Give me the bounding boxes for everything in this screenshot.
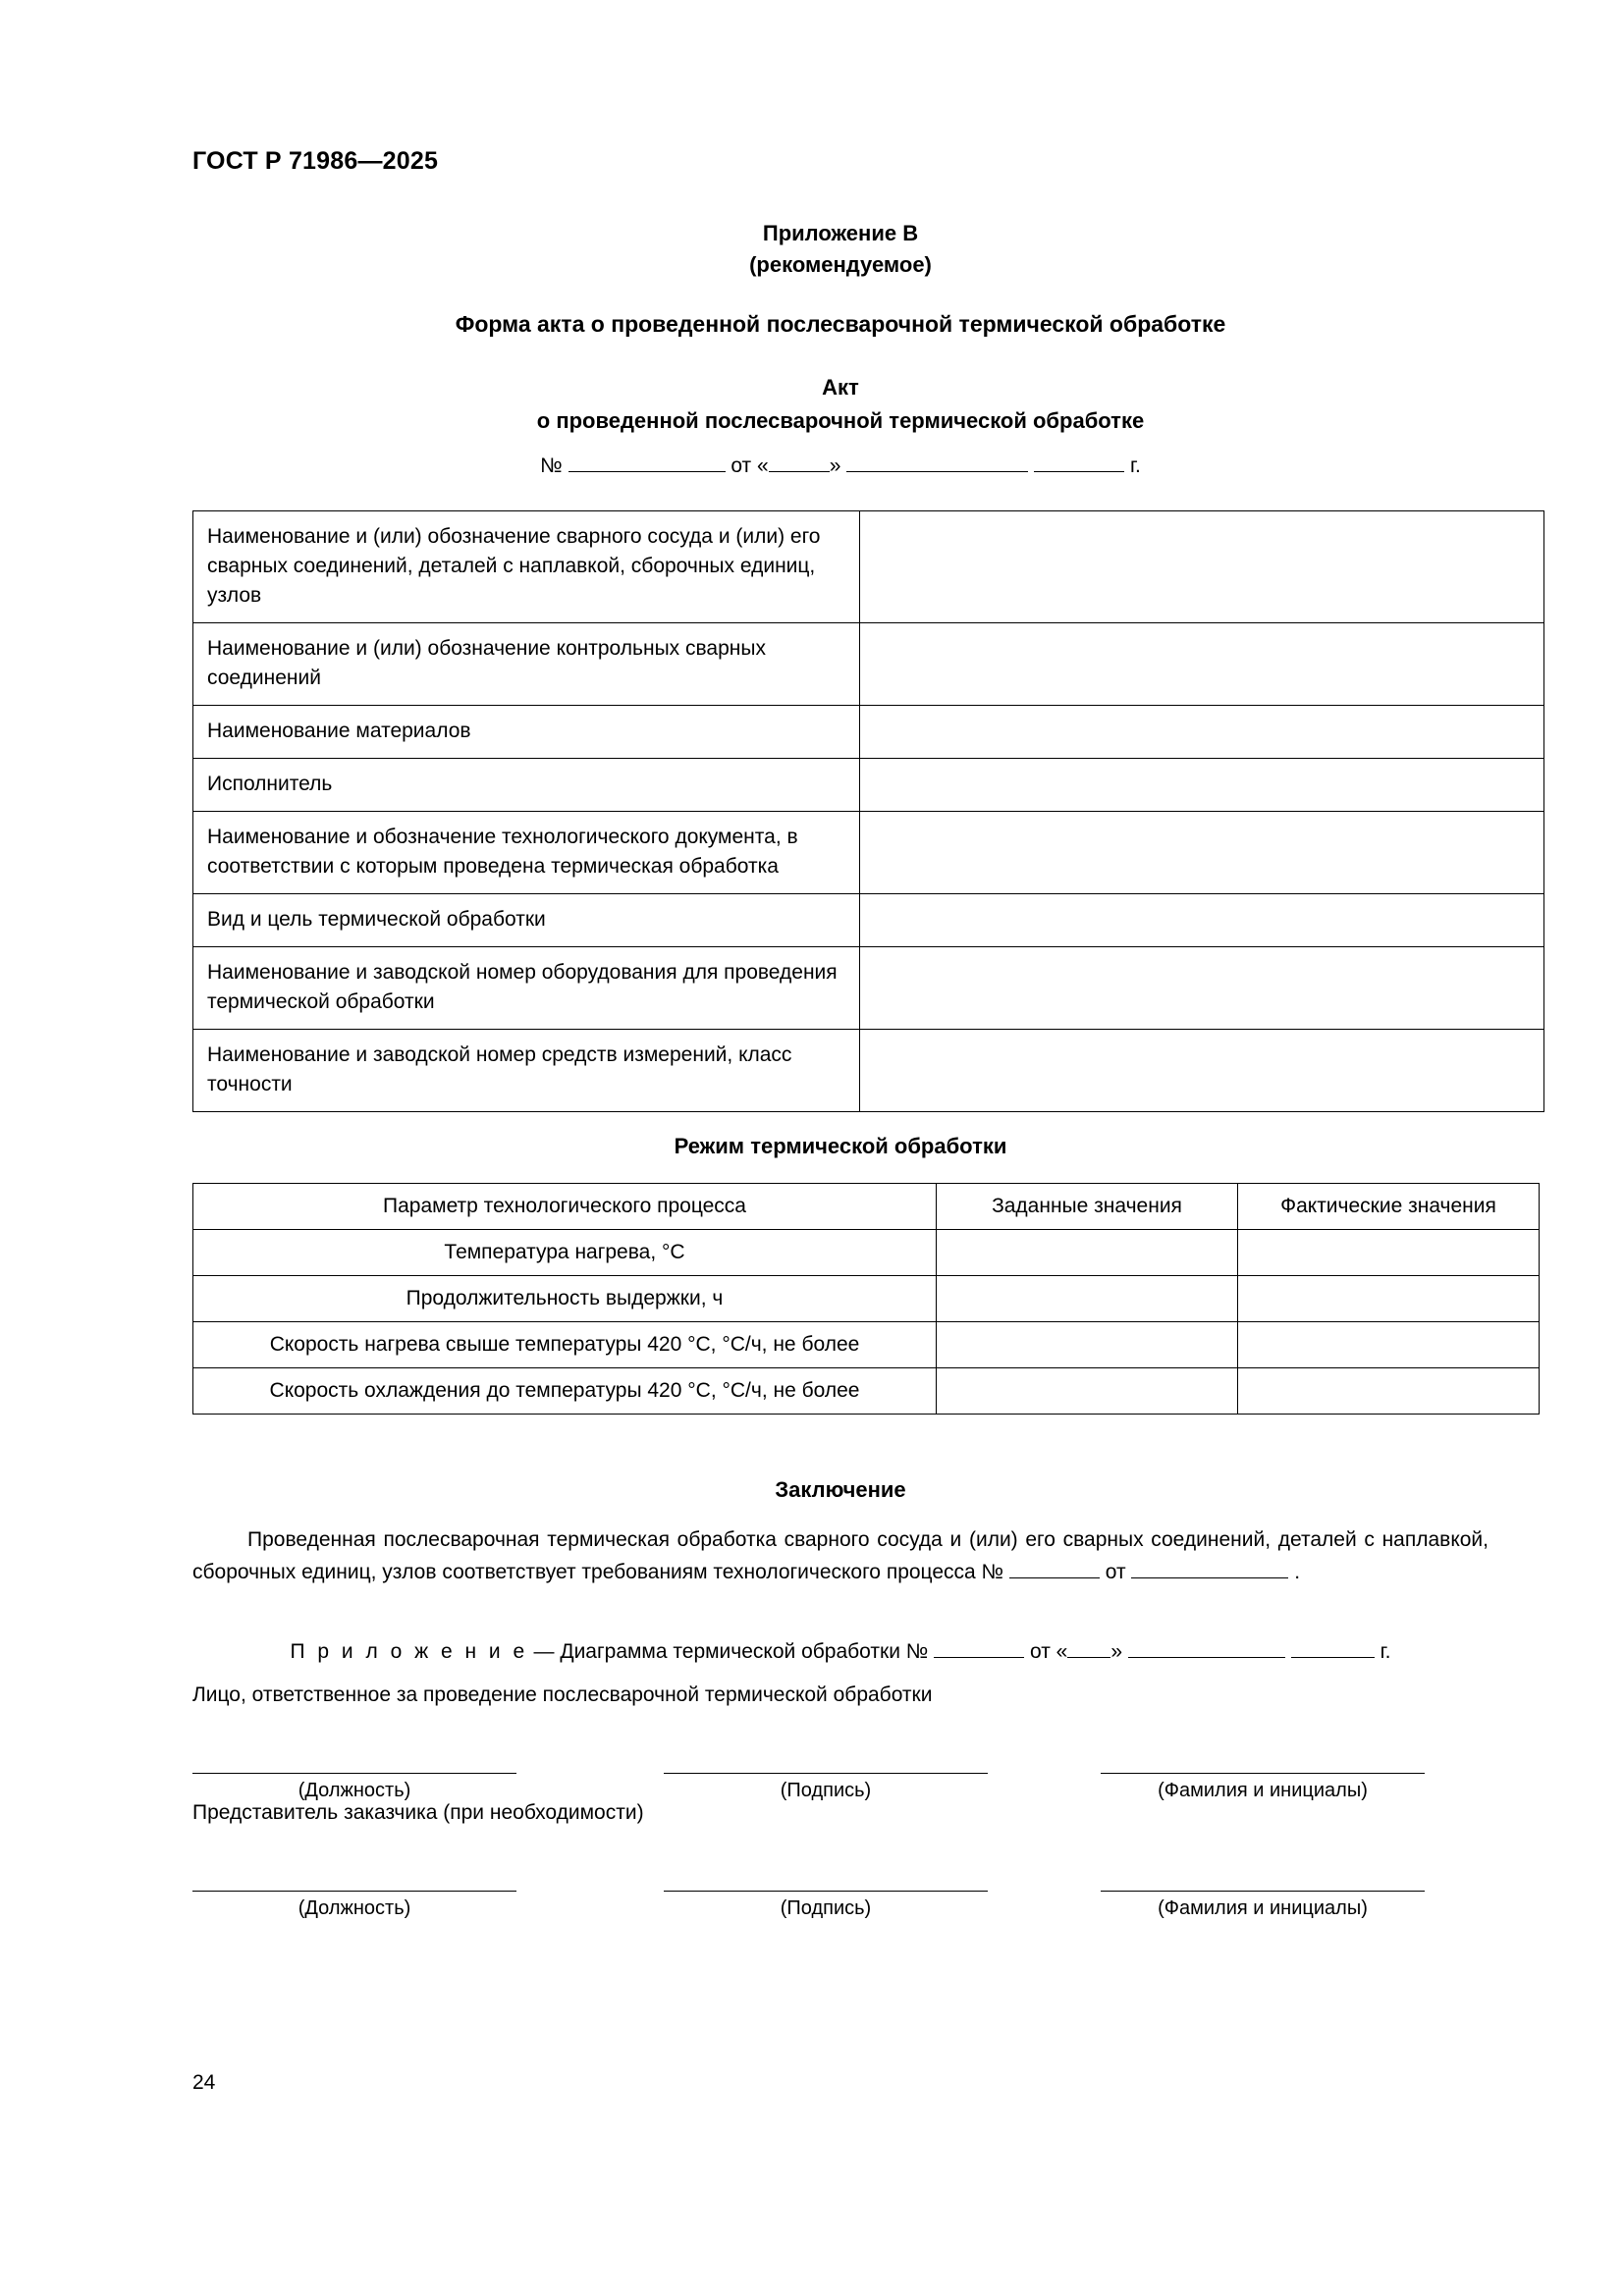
signature-caption: (Фамилия и инициалы) [1158,1780,1368,1801]
cell-parameter: Скорость охлаждения до температуры 420 °С, °С/ч, не более [193,1368,937,1415]
cell-actual-value[interactable] [1238,1230,1540,1276]
appendix-note-from: от [1029,1640,1051,1663]
cell-parameter: Продолжительность выдержки, ч [193,1276,937,1322]
signature-line[interactable] [192,1865,516,1892]
act-heading [192,371,1489,438]
conclusion-text-part2: от [1105,1561,1126,1583]
appendix-label: Приложение В [762,221,919,245]
diagram-number-blank[interactable] [934,1639,1024,1658]
responsible-person-line: Лицо, ответственное за проведение послесварочной термической обработки [192,1683,933,1706]
row-label: Наименование и заводской номер средств измерений, класс точности [193,1030,860,1112]
diagram-year-blank[interactable] [1291,1639,1375,1658]
year-blank[interactable] [1034,454,1124,472]
appendix-note-text: Диаграмма термической обработки № [560,1640,929,1663]
cell-actual-value[interactable] [1238,1368,1540,1415]
conclusion-text-part1: Проведенная послесварочная термическая обработка сварного сосуда и (или) его сварных соединений, деталей с наплавкой, сборочных единиц, узлов соответствует требованиям технологического процесса № [192,1528,1489,1583]
signature-caption: (Должность) [298,1897,411,1919]
signature-position-field [192,1865,516,1920]
act-title-line2: о проведенной послесварочной термической обработке [536,408,1145,433]
row-label: Наименование материалов [193,706,860,759]
customer-signature-block [192,1865,1489,1934]
table-row [193,947,1544,1030]
table-row [193,759,1544,812]
act-info-table [192,510,1544,1112]
table-header-row [193,1184,1540,1230]
cell-set-value[interactable] [937,1230,1238,1276]
table-row [193,623,1544,706]
row-label: Наименование и обозначение технологического документа, в соответствии с которым проведена термическая обработка [193,812,860,894]
table-row [193,706,1544,759]
cell-parameter: Скорость нагрева свыше температуры 420 °С, °С/ч, не более [193,1322,937,1368]
appendix-status: (рекомендуемое) [749,252,932,277]
table-row [193,1230,1540,1276]
signature-sign-field [664,1747,988,1802]
appendix-note-quote-open: « [1056,1640,1068,1663]
signature-name-field [1101,1865,1425,1920]
customer-representative-line: Представитель заказчика (при необходимости) [192,1801,644,1824]
row-value[interactable] [860,812,1544,894]
appendix-heading [192,218,1489,281]
quote-close: » [829,454,841,477]
year-suffix: г. [1129,454,1141,477]
signature-sign-field [664,1865,988,1920]
standard-header: ГОСТ Р 71986—2025 [192,147,439,175]
mode-section-title: Режим термической обработки [674,1134,1007,1158]
cell-set-value[interactable] [937,1276,1238,1322]
column-header-actual-value: Фактические значения [1238,1184,1540,1230]
row-label: Наименование и (или) обозначение сварного сосуда и (или) его сварных соединений, деталей с наплавкой, сборочных единиц, узлов [193,511,860,623]
cell-parameter: Температура нагрева, °С [193,1230,937,1276]
quote-open: « [757,454,769,477]
row-value[interactable] [860,1030,1544,1112]
act-number-line [192,454,1489,478]
page-number: 24 [192,2071,216,2094]
signature-name-field [1101,1747,1425,1802]
row-label: Наименование и (или) обозначение контрольных сварных соединений [193,623,860,706]
appendix-note-label: П р и л о ж е н и е [290,1640,528,1663]
row-value[interactable] [860,623,1544,706]
row-value[interactable] [860,511,1544,623]
signature-line[interactable] [1101,1747,1425,1774]
table-row [193,511,1544,623]
table-row [193,1030,1544,1112]
signature-line[interactable] [664,1865,988,1892]
table-row [193,1368,1540,1415]
row-value[interactable] [860,759,1544,812]
row-label: Исполнитель [193,759,860,812]
diagram-day-blank[interactable] [1067,1639,1110,1658]
cell-set-value[interactable] [937,1368,1238,1415]
row-label: Наименование и заводской номер оборудования для проведения термической обработки [193,947,860,1030]
table-row [193,812,1544,894]
act-title-line1: Акт [822,375,859,400]
signature-caption: (Подпись) [780,1897,872,1919]
signature-caption: (Должность) [298,1780,411,1801]
signature-position-field [192,1747,516,1802]
cell-actual-value[interactable] [1238,1276,1540,1322]
row-label: Вид и цель термической обработки [193,894,860,947]
cell-actual-value[interactable] [1238,1322,1540,1368]
signature-line[interactable] [192,1747,516,1774]
row-value[interactable] [860,947,1544,1030]
table-row [193,1276,1540,1322]
act-number-blank[interactable] [568,454,726,472]
month-blank[interactable] [846,454,1028,472]
column-header-parameter: Параметр технологического процесса [193,1184,937,1230]
process-date-blank[interactable] [1131,1560,1288,1578]
appendix-note-year: г. [1380,1640,1391,1663]
signature-line[interactable] [664,1747,988,1774]
form-title: Форма акта о проведенной послесварочной термической обработке [455,311,1226,337]
conclusion-paragraph [192,1523,1489,1588]
signature-line[interactable] [1101,1865,1425,1892]
column-header-set-value: Заданные значения [937,1184,1238,1230]
appendix-note-dash: — [533,1640,555,1663]
conclusion-text-end: . [1294,1561,1301,1583]
appendix-note-quote-close: » [1110,1640,1123,1663]
diagram-month-blank[interactable] [1128,1639,1285,1658]
appendix-note-line [192,1639,1489,1664]
mode-table [192,1183,1540,1415]
process-number-blank[interactable] [1009,1560,1100,1578]
table-row [193,894,1544,947]
row-value[interactable] [860,894,1544,947]
from-word: от [731,454,752,477]
table-row [193,1322,1540,1368]
day-blank[interactable] [769,454,830,472]
number-prefix: № [540,454,563,477]
signature-caption: (Фамилия и инициалы) [1158,1897,1368,1919]
conclusion-title: Заключение [775,1477,906,1502]
row-value[interactable] [860,706,1544,759]
signature-caption: (Подпись) [780,1780,872,1801]
cell-set-value[interactable] [937,1322,1238,1368]
